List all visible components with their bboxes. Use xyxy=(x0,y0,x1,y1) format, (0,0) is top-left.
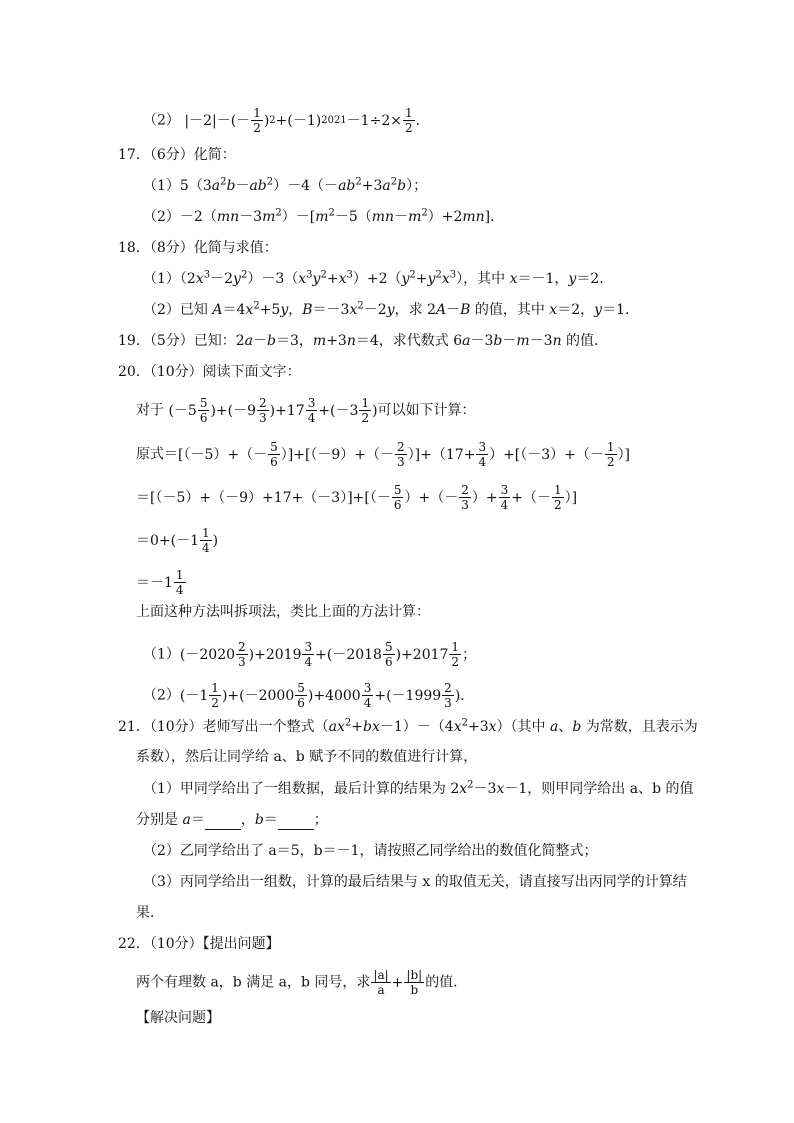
q18-heading: 18．（8分）化简与求值： xyxy=(118,240,278,256)
q21-part1-answer: 分别是 a＝ ，b＝ ； xyxy=(136,812,328,828)
q20-step1: 原式＝[（－5）+（－ 5 6 ）]+[（－9）+（－ 2 3 ）]+（17+ 3 4 ）+[（－3）+（－ 1 2 ）] xyxy=(136,440,631,469)
q21-part1: （1）甲同学给出了一组数据，最后计算的结果为 $2x^2-3x-1$，则甲同学给出 a、b 的值 xyxy=(143,779,694,797)
q19: 19．（5分）已知：2a－b＝3，m+3n＝4，求代数式 6a－3b－m－3n 的值． xyxy=(118,333,609,349)
q18-part2: （2）已知 $A=4x^2+5y$，$B=-3x^2-2y$，求 2A－B 的值，其中 x＝2，y＝1． xyxy=(143,300,639,318)
q21-heading: 21．（10分）老师写出一个整式$(ax^2+bx-1)-(4x^2+3x)$（其中 a、b 为常数，且表示为 xyxy=(118,717,698,735)
q17-part1: $(1)5(3a^2b-ab^2)-4(-ab^2+3a^2b)$； xyxy=(143,176,428,194)
q20-part1: （1）(－2020 2 3 )+2019 3 4 +(－2018 5 6 )+2017 1 2 ； xyxy=(143,640,477,669)
q21-part3: （3）丙同学给出一组数，计算的最后结果与 x 的取值无关，请直接写出丙同学的计算结 xyxy=(143,874,687,890)
q18-part1: $(1)(2x^3-2y^2)-3(x^3y^2+x^3)+2(y^2+y^2x^3)$，其中 x＝－1，y＝2． xyxy=(143,269,614,287)
q17-part2: $(2)-2(mn-3m^2)-[m^2-5(mn-m^2)+2mn]$． xyxy=(143,207,505,225)
q22-solve: 【解决问题】 xyxy=(136,1010,220,1026)
q16-part2: （2） |－2|－(－ 1 2 ) 2 +(－1) 2021 －1÷2× 1 2 ． xyxy=(143,106,430,135)
q22-body: 两个有理数 a，b 满足 a，b 同号，求 |a| a + |b| b 的值． xyxy=(136,968,468,997)
q22-heading: 22．（10分）【提出问题】 xyxy=(118,936,280,952)
q20-part2: （2）(－1 1 2 )+(－2000 5 6 )+4000 3 4 +(－1999 2 3 )． xyxy=(143,681,475,710)
q17-heading: 17．（6分）化简： xyxy=(118,147,236,163)
q20-intro: 对于 (－5 5 6 )+(－9 2 3 )+17 3 4 +(－3 1 2 )可以如下计算： xyxy=(136,396,476,425)
q21-part2: （2）乙同学给出了 a＝5，b＝－1，请按照乙同学给出的数值化简整式； xyxy=(143,843,598,859)
q20-step3: ＝0+(－1 1 4 ) xyxy=(136,526,219,555)
q20-step2: ＝[（－5）+（－9）+17+（－3）]+[（－ 5 6 ）+（－ 2 3 ）+ 3 4 +（－ 1 2 ）] xyxy=(136,483,578,512)
answer-blank-a[interactable] xyxy=(205,815,241,830)
q21-line2: 系数），然后让同学给 a、b 赋予不同的数值进行计算， xyxy=(136,749,478,765)
answer-blank-b[interactable] xyxy=(278,815,314,830)
q21-part3-cont: 果． xyxy=(136,905,164,921)
q20-method: 上面这种方法叫拆项法，类比上面的方法计算： xyxy=(136,604,430,620)
q20-heading: 20．（10分）阅读下面文字： xyxy=(118,364,301,380)
q20-step4: ＝－1 1 4 xyxy=(136,568,184,597)
